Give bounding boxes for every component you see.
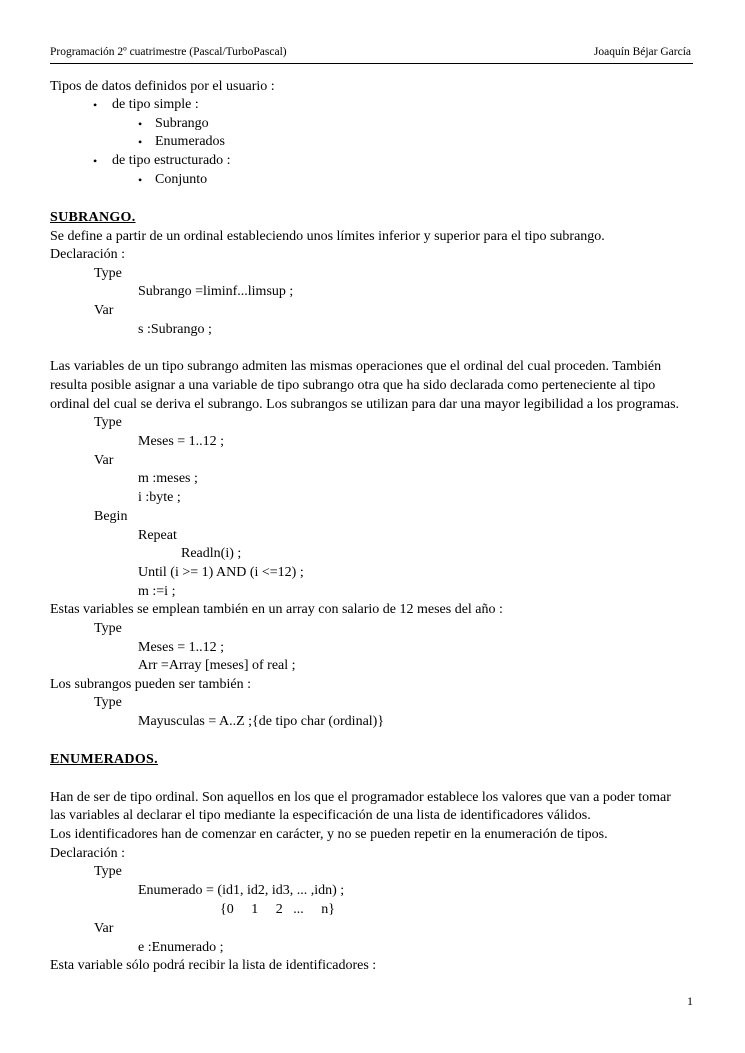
code-line: Until (i >= 1) AND (i <=12) ; [138, 565, 304, 580]
code-line: Subrango =liminf...limsup ; [138, 284, 294, 299]
code-line: Begin [94, 509, 128, 524]
bullet-icon: • [138, 117, 143, 131]
bullet-icon: • [93, 154, 98, 168]
code-line: Meses = 1..12 ; [138, 640, 225, 655]
paragraph-line: Las variables de un tipo subrango admiten las mismas operaciones que el ordinal del cual proceden. También [50, 359, 662, 374]
bullet-icon: • [138, 135, 143, 149]
paragraph-line: Han de ser de tipo ordinal. Son aquellos en los que el programador establece los valores que van a poder tomar [50, 790, 671, 805]
paragraph-line: Estas variables se emplean también en un array con salario de 12 meses del año : [50, 602, 503, 617]
header-title: Programación 2º cuatrimestre (Pascal/TurboPascal) [50, 46, 287, 58]
code-line: i :byte ; [138, 490, 181, 505]
code-line: Type [94, 864, 122, 879]
code-line: Type [94, 695, 122, 710]
header-rule [50, 63, 693, 64]
paragraph-line: las variables al declarar el tipo mediante la especificación de una lista de identificadores válidos. [50, 808, 591, 823]
code-line: Type [94, 266, 122, 281]
page-number: 1 [687, 994, 693, 1008]
code-line: m :=i ; [138, 584, 176, 599]
code-line: s :Subrango ; [138, 322, 212, 337]
code-line: Type [94, 415, 122, 430]
paragraph-line: Esta variable sólo podrá recibir la lista de identificadores : [50, 958, 377, 973]
code-line: Enumerado = (id1, id2, id3, ... ,idn) ; [138, 883, 345, 898]
code-line: Repeat [138, 528, 177, 543]
header-author: Joaquín Béjar García [593, 46, 691, 58]
code-line: Var [94, 303, 114, 318]
list-item: de tipo estructurado : [112, 153, 231, 168]
code-line: Var [94, 453, 114, 468]
paragraph-line: ordinal del cual se deriva el subrango. Los subrangos se utilizan para dar una mayor legibilidad a los programas. [50, 397, 680, 412]
declaration-label: Declaración : [50, 846, 126, 861]
section-heading-enumerados: ENUMERADOS. [50, 752, 158, 767]
paragraph-line: Los identificadores han de comenzar en carácter, y no se pueden repetir en la enumeración de tipos. [50, 827, 608, 842]
section-heading-subrango: SUBRANGO. [50, 210, 136, 225]
code-line: Readln(i) ; [181, 546, 242, 561]
bullet-icon: • [93, 98, 98, 112]
paragraph-line: Los subrangos pueden ser también : [50, 677, 252, 692]
code-line: Type [94, 621, 122, 636]
list-item: Subrango [155, 116, 209, 131]
bullet-icon: • [138, 173, 143, 187]
code-line: e :Enumerado ; [138, 940, 224, 955]
code-line: m :meses ; [138, 471, 198, 486]
paragraph-line: Se define a partir de un ordinal estableciendo unos límites inferior y superior para el tipo subrango. [50, 229, 605, 244]
code-line: Arr =Array [meses] of real ; [138, 658, 296, 673]
code-line: {0 1 2 ... n} [220, 902, 335, 917]
code-line: Var [94, 921, 114, 936]
list-item: Enumerados [155, 134, 225, 149]
intro-title: Tipos de datos definidos por el usuario : [50, 79, 275, 94]
code-line: Mayusculas = A..Z ;{de tipo char (ordinal)} [138, 714, 385, 729]
declaration-label: Declaración : [50, 247, 126, 262]
list-item: de tipo simple : [112, 97, 199, 112]
code-line: Meses = 1..12 ; [138, 434, 225, 449]
list-item: Conjunto [155, 172, 208, 187]
paragraph-line: resulta posible asignar a una variable de tipo subrango otra que ha sido declarada como perteneciente al tipo [50, 378, 656, 393]
